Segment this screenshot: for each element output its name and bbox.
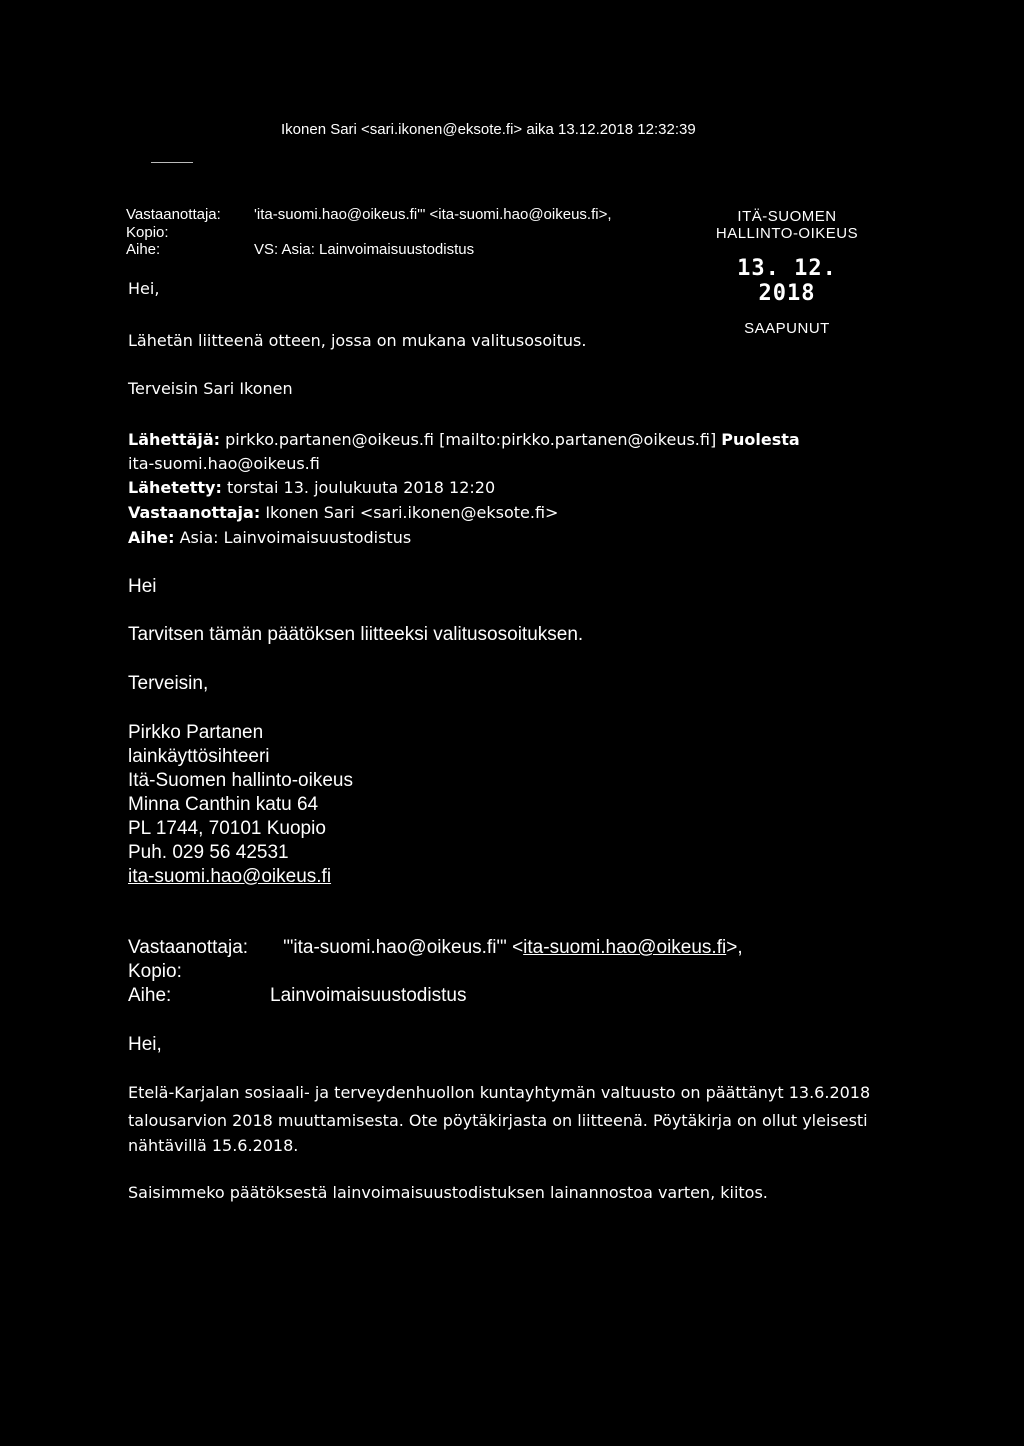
fwd-from-label: Lähettäjä: <box>128 430 221 449</box>
orig-to-prefix: '"ita-suomi.hao@oikeus.fi'" < <box>283 937 524 958</box>
orig-request: Saisimmeko päätöksestä lainvoimaisuustodistuksen lainannostoa varten, kiitos. <box>128 1183 768 1202</box>
signature-street: Minna Canthin katu 64 <box>128 794 319 815</box>
first-subject-value: VS: Asia: Lainvoimaisuustodistus <box>254 241 475 258</box>
fwd-sent-label: Lähetetty: <box>128 478 222 497</box>
first-cc-label: Kopio: <box>126 224 169 241</box>
stamp-status: SAAPUNUT <box>744 320 830 337</box>
orig-greeting: Hei, <box>128 1034 162 1055</box>
print-header: Ikonen Sari <sari.ikonen@eksote.fi> aika 13.12.2018 12:32:39 <box>281 121 696 138</box>
fwd-on-behalf-value: ita-suomi.hao@oikeus.fi <box>128 454 320 473</box>
first-to-value: 'ita-suomi.hao@oikeus.fi'" <ita-suomi.hao@oikeus.fi>, <box>254 206 612 223</box>
fwd-subject-line <box>128 528 411 547</box>
divider <box>151 162 193 163</box>
orig-subject-label: Aihe: <box>128 985 172 1006</box>
fwd-to-line <box>128 503 558 522</box>
fwd-subject-value: Asia: Lainvoimaisuustodistus <box>179 528 412 547</box>
court-greeting: Hei <box>128 576 157 597</box>
fwd-on-behalf-label: Puolesta <box>721 430 800 449</box>
fwd-sent-line <box>128 478 495 497</box>
court-body: Tarvitsen tämän päätöksen liitteeksi valitusosoituksen. <box>128 624 584 645</box>
first-subject-label: Aihe: <box>126 241 161 258</box>
signature-org: Itä-Suomen hallinto-oikeus <box>128 770 353 791</box>
signature-postal: PL 1744, 70101 Kuopio <box>128 818 326 839</box>
fwd-to-label: Vastaanottaja: <box>128 503 261 522</box>
fwd-from-value: pirkko.partanen@oikeus.fi [mailto:pirkko.partanen@oikeus.fi] <box>225 430 717 449</box>
signature-name: Pirkko Partanen <box>128 722 264 743</box>
orig-line-3: nähtävillä 15.6.2018. <box>128 1136 299 1155</box>
court-closing: Terveisin, <box>128 673 209 694</box>
orig-cc-label: Kopio: <box>128 961 182 982</box>
reply-greeting: Hei, <box>128 279 160 298</box>
orig-to-label: Vastaanottaja: <box>128 937 249 958</box>
fwd-subject-label: Aihe: <box>128 528 175 547</box>
signature-title: lainkäyttösihteeri <box>128 746 270 767</box>
stamp-line2: HALLINTO-OIKEUS <box>715 225 859 242</box>
orig-line-1: Etelä-Karjalan sosiaali- ja terveydenhuollon kuntayhtymän valtuusto on päättänyt 13.6.2018 <box>128 1083 871 1102</box>
fwd-sent-value: torstai 13. joulukuuta 2018 12:20 <box>226 478 496 497</box>
stamp-line1: ITÄ-SUOMEN <box>737 208 837 225</box>
orig-to-suffix: >, <box>726 937 743 958</box>
signature-phone: Puh. 029 56 42531 <box>128 842 289 863</box>
fwd-from-line <box>128 430 800 449</box>
orig-to-link[interactable]: ita-suomi.hao@oikeus.fi <box>523 937 727 958</box>
signature-email-link[interactable]: ita-suomi.hao@oikeus.fi <box>128 866 332 887</box>
reply-body: Lähetän liitteenä otteen, jossa on mukana valitusosoitus. <box>128 331 587 350</box>
orig-to-value <box>283 937 743 959</box>
first-to-label: Vastaanottaja: <box>126 206 221 223</box>
received-stamp <box>712 208 862 337</box>
orig-subject-value: Lainvoimaisuustodistus <box>270 985 467 1006</box>
orig-line-2: talousarvion 2018 muuttamisesta. Ote pöytäkirjasta on liitteenä. Pöytäkirja on ollut yleisesti <box>128 1111 868 1130</box>
stamp-date: 13. 12. 2018 <box>737 256 837 306</box>
fwd-to-value: Ikonen Sari <sari.ikonen@eksote.fi> <box>265 503 559 522</box>
reply-closing: Terveisin Sari Ikonen <box>128 379 293 398</box>
